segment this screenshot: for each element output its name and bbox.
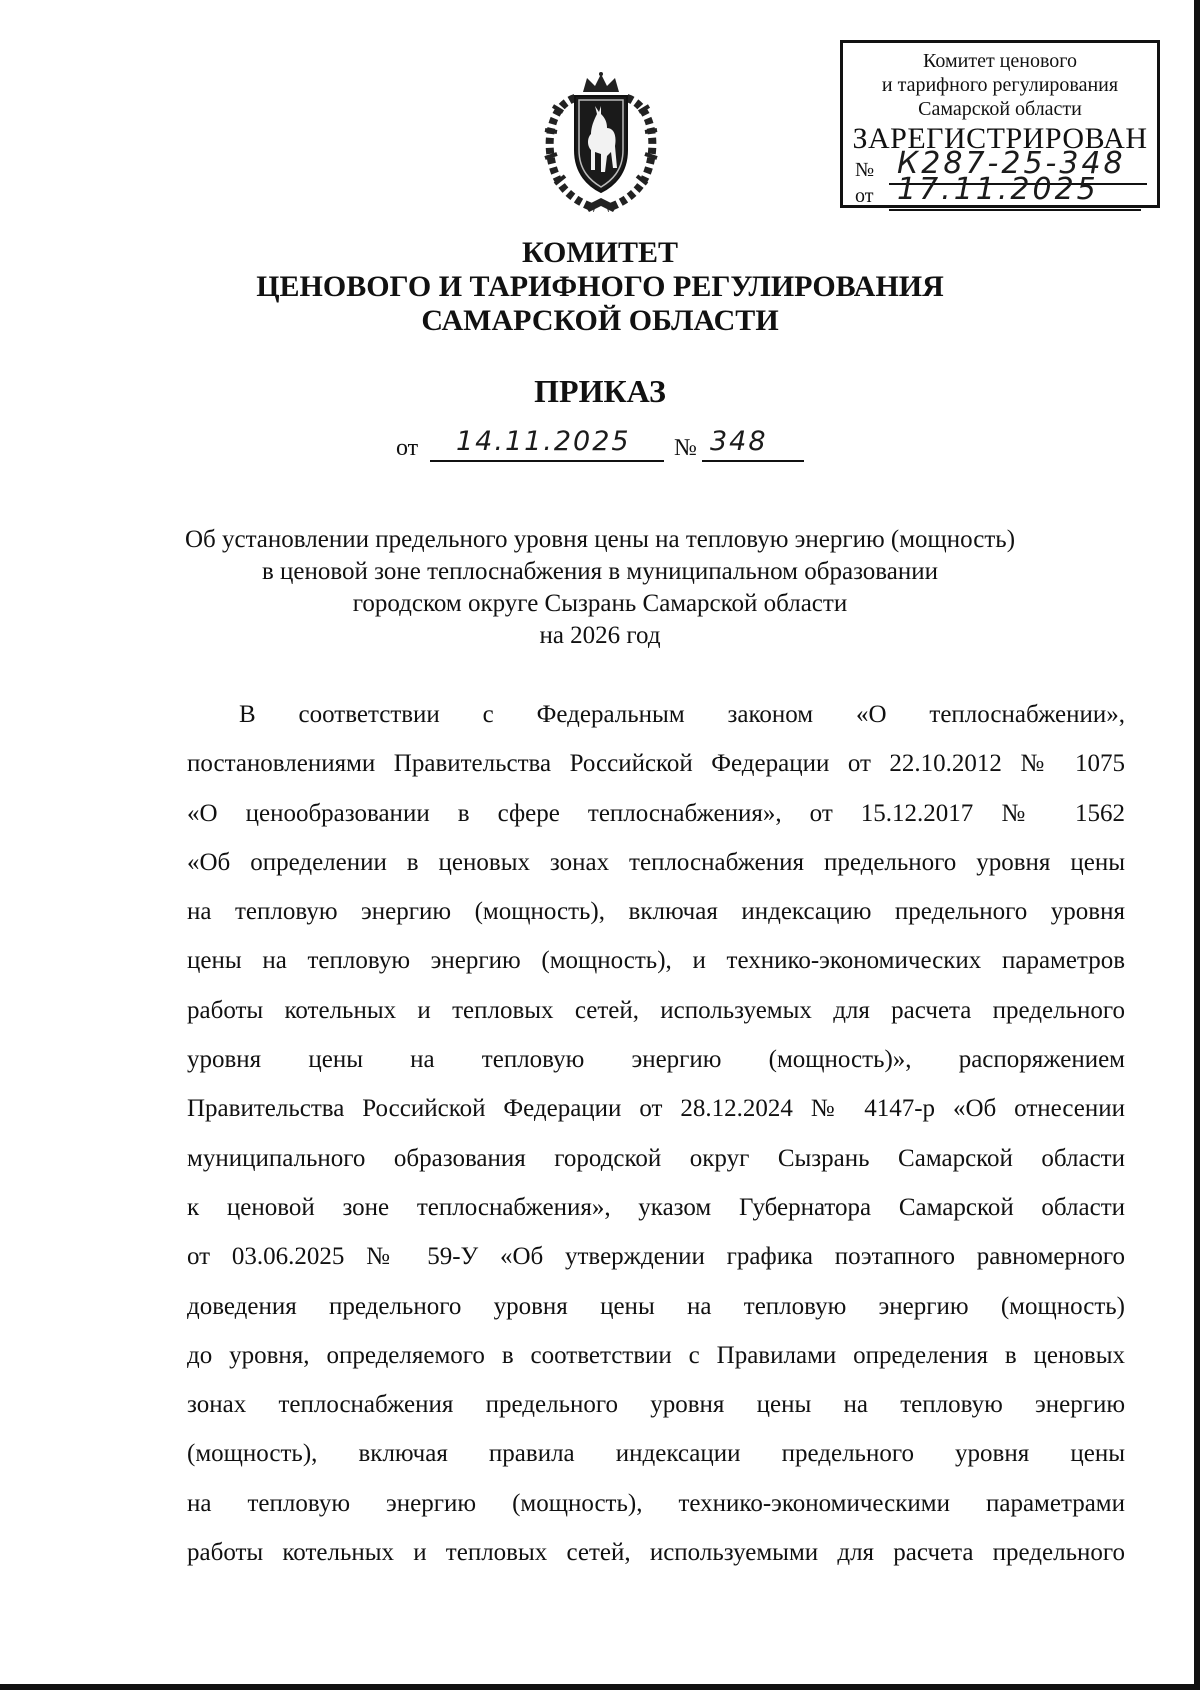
subject-line: городском округе Сызрань Самарской области — [352, 590, 848, 617]
body-line: работы котельных и тепловых сетей, используемыми для расчета предельного — [187, 1539, 1125, 1567]
body-line: цены на тепловую энергию (мощность), и технико-экономических параметров — [187, 947, 1125, 975]
coat-of-arms-icon — [535, 72, 667, 214]
stamp-date-field — [889, 172, 1141, 211]
body-line: постановлениями Правительства Российской Федерации от 22.10.2012 № 1075 — [187, 750, 1125, 778]
page-edge — [0, 1684, 1200, 1690]
order-number-label: № — [674, 435, 697, 461]
stamp-line: Самарской области — [918, 98, 1082, 120]
stamp-registered-label: ЗАРЕГИСТРИРОВАН — [852, 122, 1148, 155]
subject-line: в ценовой зоне теплоснабжения в муниципальном образовании — [261, 558, 939, 585]
body-line: муниципального образования городской округ Сызрань Самарской области — [187, 1144, 1125, 1172]
stamp-date-row — [855, 172, 1099, 209]
body-line: В соответствии с Федеральным законом «О теплоснабжении», — [239, 701, 1125, 728]
body-line: «О ценообразовании в сфере теплоснабжения», от 15.12.2017 № 1562 — [187, 799, 1125, 827]
document-type-title: ПРИКАЗ — [534, 373, 666, 409]
registration-stamp — [840, 40, 1160, 208]
stamp-date-label: от — [855, 185, 874, 207]
stamp-line: Комитет ценового — [923, 50, 1077, 72]
body-line: «Об определении в ценовых зонах теплоснабжения предельного уровня цены — [187, 848, 1125, 876]
body-line: на тепловую энергию (мощность), включая индексацию предельного уровня — [187, 898, 1125, 926]
body-line: работы котельных и тепловых сетей, используемых для расчета предельного — [187, 996, 1125, 1024]
body-line: зонах теплоснабжения предельного уровня цены на тепловую энергию — [187, 1391, 1125, 1419]
order-date-field — [430, 426, 664, 462]
stamp-number-row — [855, 146, 1126, 183]
order-date-handwritten: 14.11.2025 — [456, 426, 631, 457]
stamp-date-handwritten: 17.11.2025 — [897, 172, 1099, 207]
order-subject — [150, 524, 1050, 652]
body-line: уровня цены на тепловую энергию (мощность)», распоряжением — [187, 1046, 1125, 1074]
order-number-field — [702, 426, 804, 462]
body-line: на тепловую энергию (мощность), технико-экономическими параметрами — [187, 1489, 1125, 1517]
committee-title-line: ЦЕНОВОГО И ТАРИФНОГО РЕГУЛИРОВАНИЯ — [256, 270, 944, 303]
stamp-number-handwritten: К287-25-348 — [897, 146, 1126, 181]
order-date-label: от — [396, 435, 419, 461]
committee-title-line: САМАРСКОЙ ОБЛАСТИ — [421, 304, 779, 337]
body-line: к ценовой зоне теплоснабжения», указом Губернатора Самарской области — [187, 1193, 1125, 1221]
body-line: от 03.06.2025 № 59-У «Об утверждении графика поэтапного равномерного — [187, 1243, 1125, 1271]
committee-title: КОМИТЕТ — [521, 236, 679, 269]
body-line: до уровня, определяемого в соответствии с Правилами определения в ценовых — [187, 1341, 1125, 1369]
stamp-number-label: № — [855, 159, 875, 181]
body-line: (мощность), включая правила индексации предельного уровня цены — [187, 1440, 1125, 1468]
order-number-handwritten: 348 — [710, 426, 768, 457]
body-line: доведения предельного уровня цены на тепловую энергию (мощность) — [187, 1292, 1125, 1320]
subject-line: Об установлении предельного уровня цены на тепловую энергию (мощность) — [184, 526, 1016, 553]
order-body — [187, 690, 1125, 1577]
stamp-line: и тарифного регулирования — [881, 74, 1119, 96]
subject-line: на 2026 год — [539, 622, 661, 649]
body-line: Правительства Российской Федерации от 28.12.2024 № 4147-р «Об отнесении — [187, 1095, 1125, 1123]
